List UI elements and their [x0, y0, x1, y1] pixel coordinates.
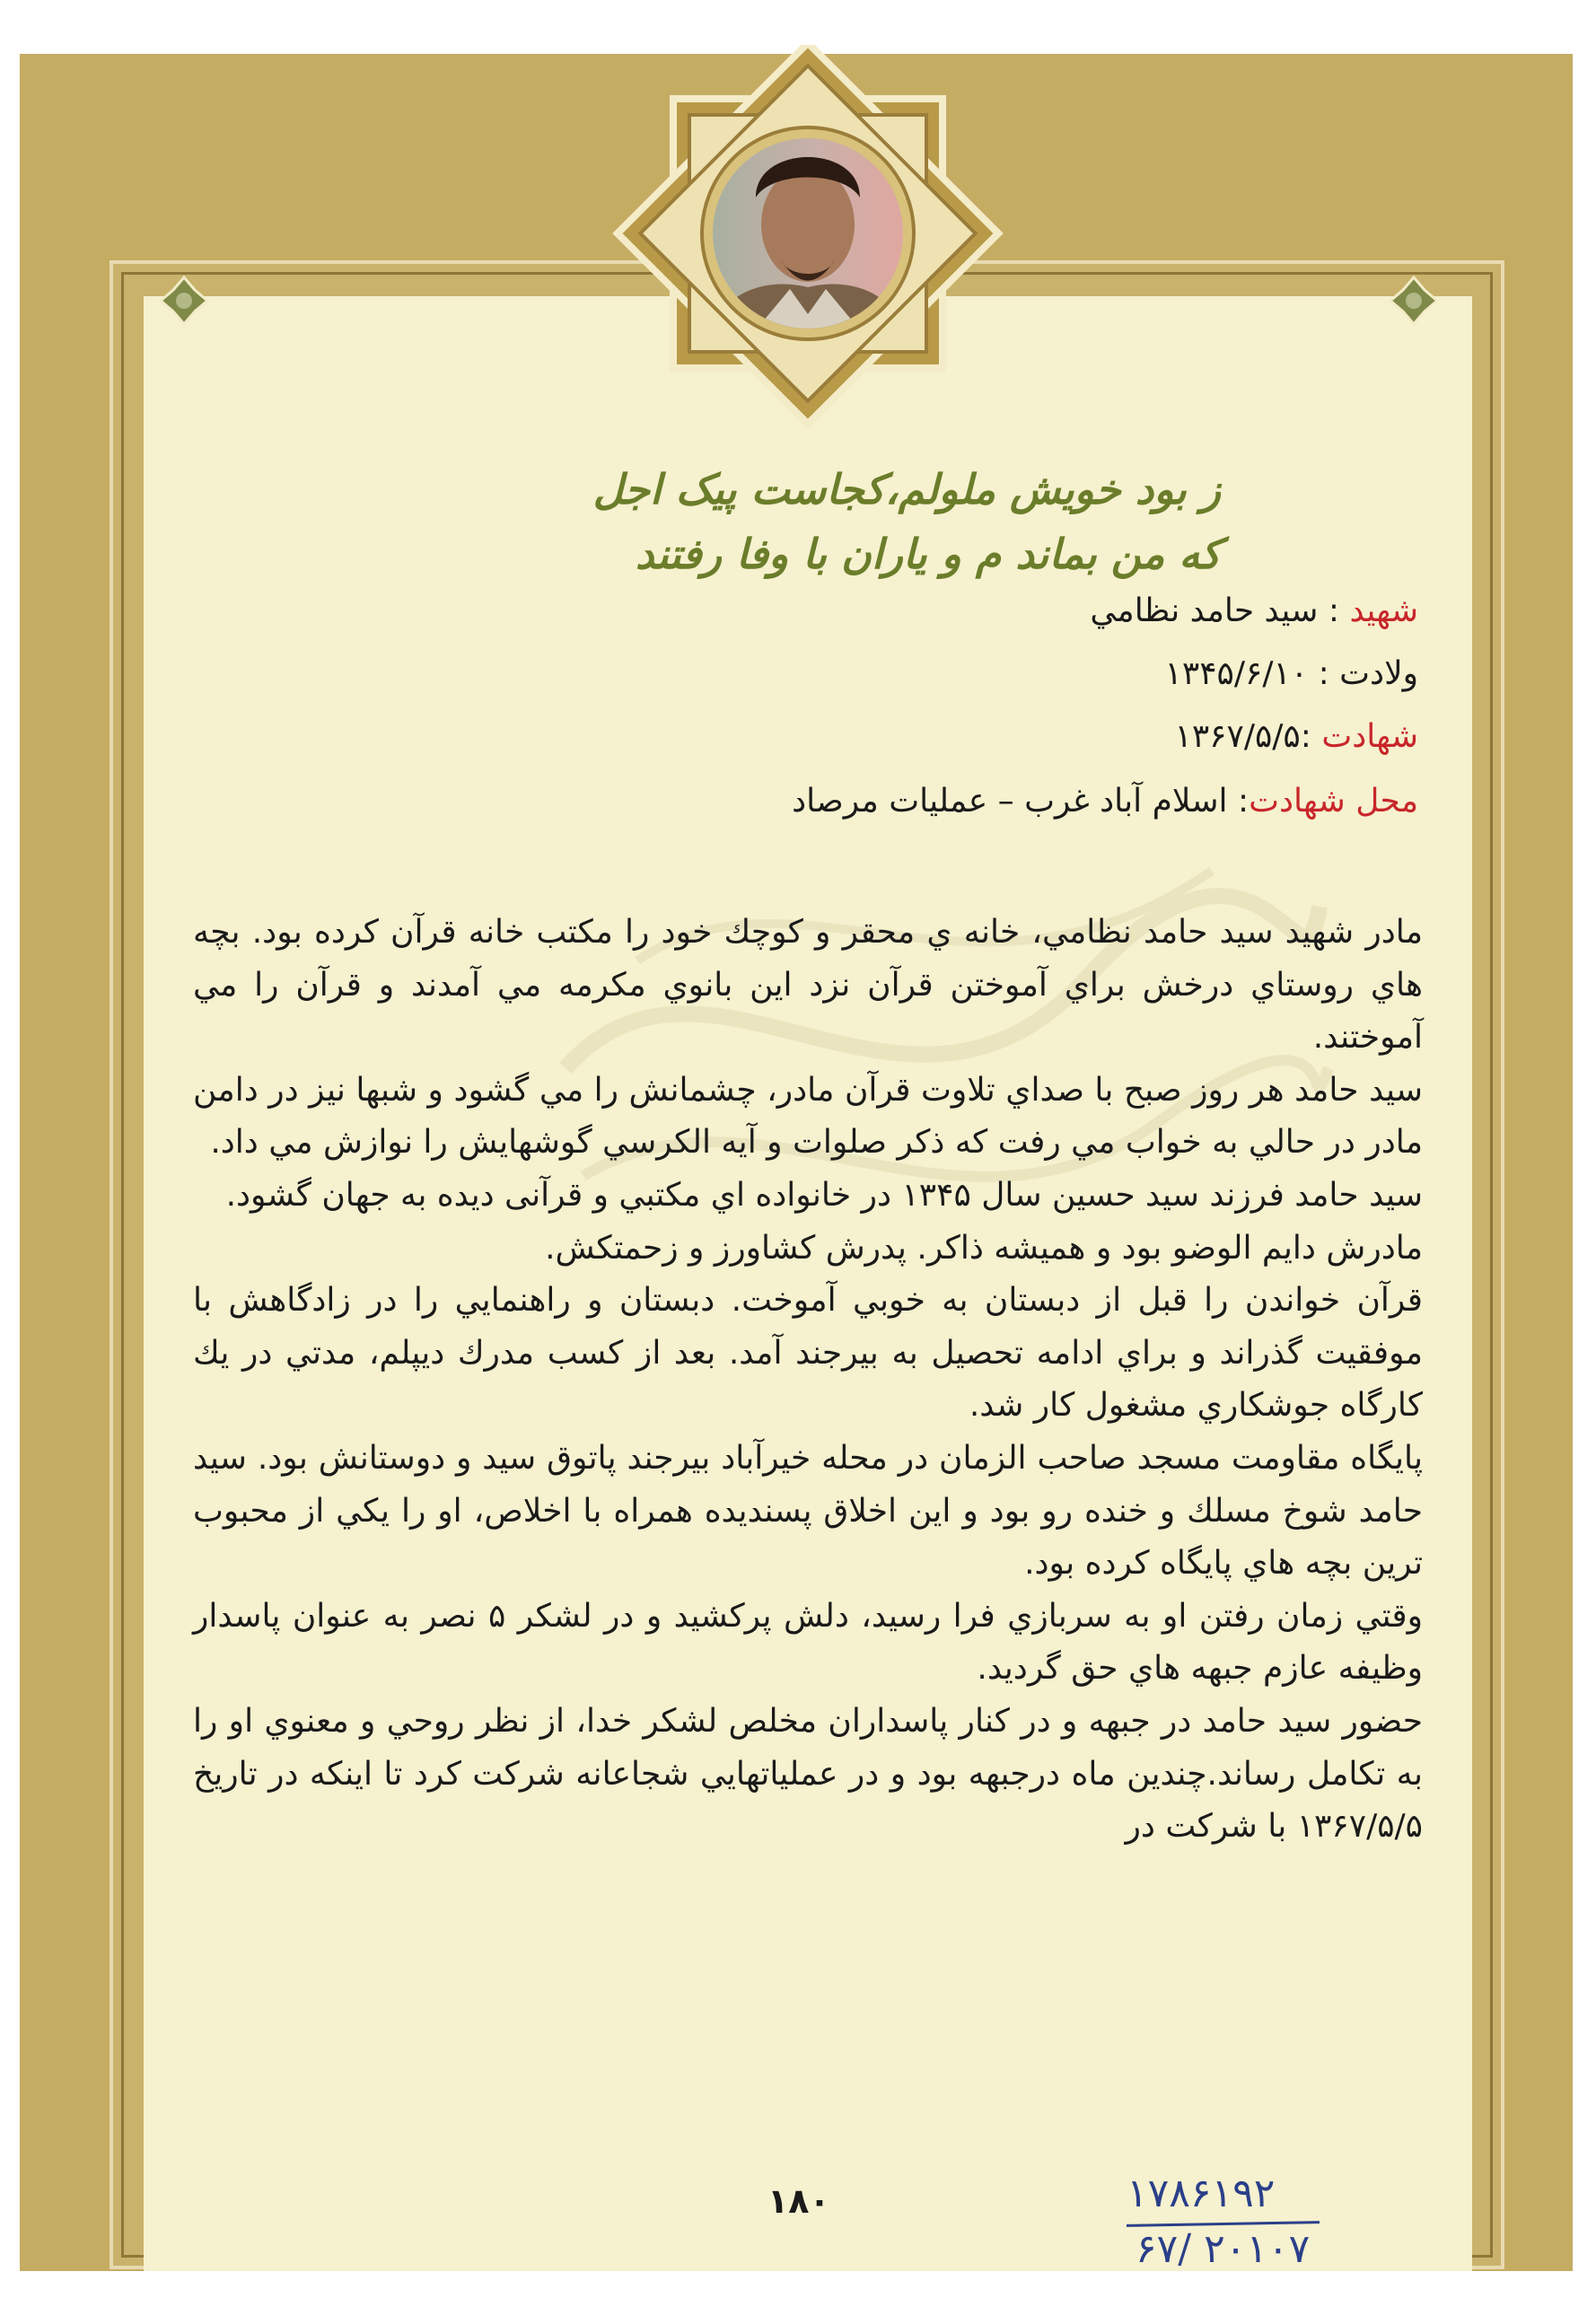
paragraph: مادرش دايم الوضو بود و هميشه ذاكر. پدرش كشاورز و زحمتكش. — [545, 1229, 1423, 1267]
paragraph: سيد حامد هر روز صبح با صداي تلاوت قرآن مادر، چشمانش را مي گشود و شبها نيز در دامن مادر در حالي به خواب مي رفت كه ذكر صلوات و آيه الكرسي گوشهايش را نوازش مي داد. — [193, 1071, 1423, 1162]
place-label: محل شهادت — [1249, 783, 1418, 820]
martyr-name-line — [359, 592, 1418, 629]
paragraph: مادر شهيد سيد حامد نظامي، خانه ي محقر و كوچك خود را مكتب خانه قرآن كرده بود. بچه هاي روستاي درخش براي آموختن قرآن نزد اين بانوي مكرمه مي آمدند و قرآن را مي آموختند. — [193, 914, 1423, 1057]
left-corner-ornament-icon — [157, 274, 211, 328]
portrait-ornament — [557, 45, 1059, 440]
martyr-label: شهيد — [1349, 592, 1418, 629]
paragraph: پايگاه مقاومت مسجد صاحب الزمان در محله خيرآباد بيرجند پاتوق سيد و دوستانش بود. سيد حامد شوخ مسلك و خنده رو بود و اين اخلاق پسنديده همراه با اخلاص، او را يكي از محبوب ترين بچه هاي پايگاه كرده بود. — [193, 1439, 1423, 1583]
handwritten-number-2: ۶۷/ ۲۰۱۰۷ — [1136, 2226, 1311, 2272]
paragraph: وقتي زمان رفتن او به سربازي فرا رسيد، دلش پركشيد و در لشكر ۵ نصر به عنوان پاسدار وظيفه عازم جبهه هاي حق گرديد. — [193, 1597, 1424, 1688]
place-value: : اسلام آباد غرب – عمليات مرصاد — [792, 783, 1250, 820]
right-corner-ornament-icon — [1387, 274, 1441, 328]
birth-value: : ۱۳۴۵/۶/۱۰ — [1164, 655, 1340, 692]
paragraph: حضور سيد حامد در جبهه و در كنار پاسداران مخلص لشكر خدا، از نظر روحي و معنوي او را به تكامل رساند.چندين ماه درجبهه بود و در عملياتهايي شجاعانه شركت كرد تا اينكه در تاريخ ۱۳۶۷/۵/۵ با شركت در — [193, 1702, 1423, 1846]
paragraph: سيد حامد فرزند سيد حسين سال ۱۳۴۵ در خانواده اي مكتبي و قرآنی ديده به جهان گشود. — [225, 1176, 1423, 1214]
martyrdom-place-line — [359, 783, 1418, 820]
biography-text — [193, 907, 1423, 1854]
poem-line-2: كه من بماند م و ياران با وفا رفتند — [635, 530, 1221, 578]
martyrdom-label: شهادت — [1321, 718, 1418, 755]
handwritten-number-1: ۱۷۸۶۱۹۲ — [1127, 2171, 1276, 2216]
martyr-value: : سيد حامد نظامي — [1090, 592, 1350, 629]
birth-line — [359, 655, 1418, 692]
paragraph: قرآن خواندن را قبل از دبستان به خوبي آموخت. دبستان و راهنمايي را در زادگاهش با موفقيت گذراند و براي ادامه تحصيل به بيرجند آمد. بعد از كسب مدرك ديپلم، مدتي در يك كارگاه جوشكاري مشغول كار شد. — [193, 1282, 1423, 1425]
martyrdom-date-line — [359, 718, 1418, 755]
poem-line-1: ز بود خويش ملولم،كجاست پيک اجل — [592, 465, 1221, 513]
birth-label: ولادت — [1339, 655, 1418, 692]
martyrdom-value: :۱۳۶۷/۵/۵ — [1174, 718, 1322, 755]
page-number: ۱۸۰ — [767, 2181, 830, 2221]
